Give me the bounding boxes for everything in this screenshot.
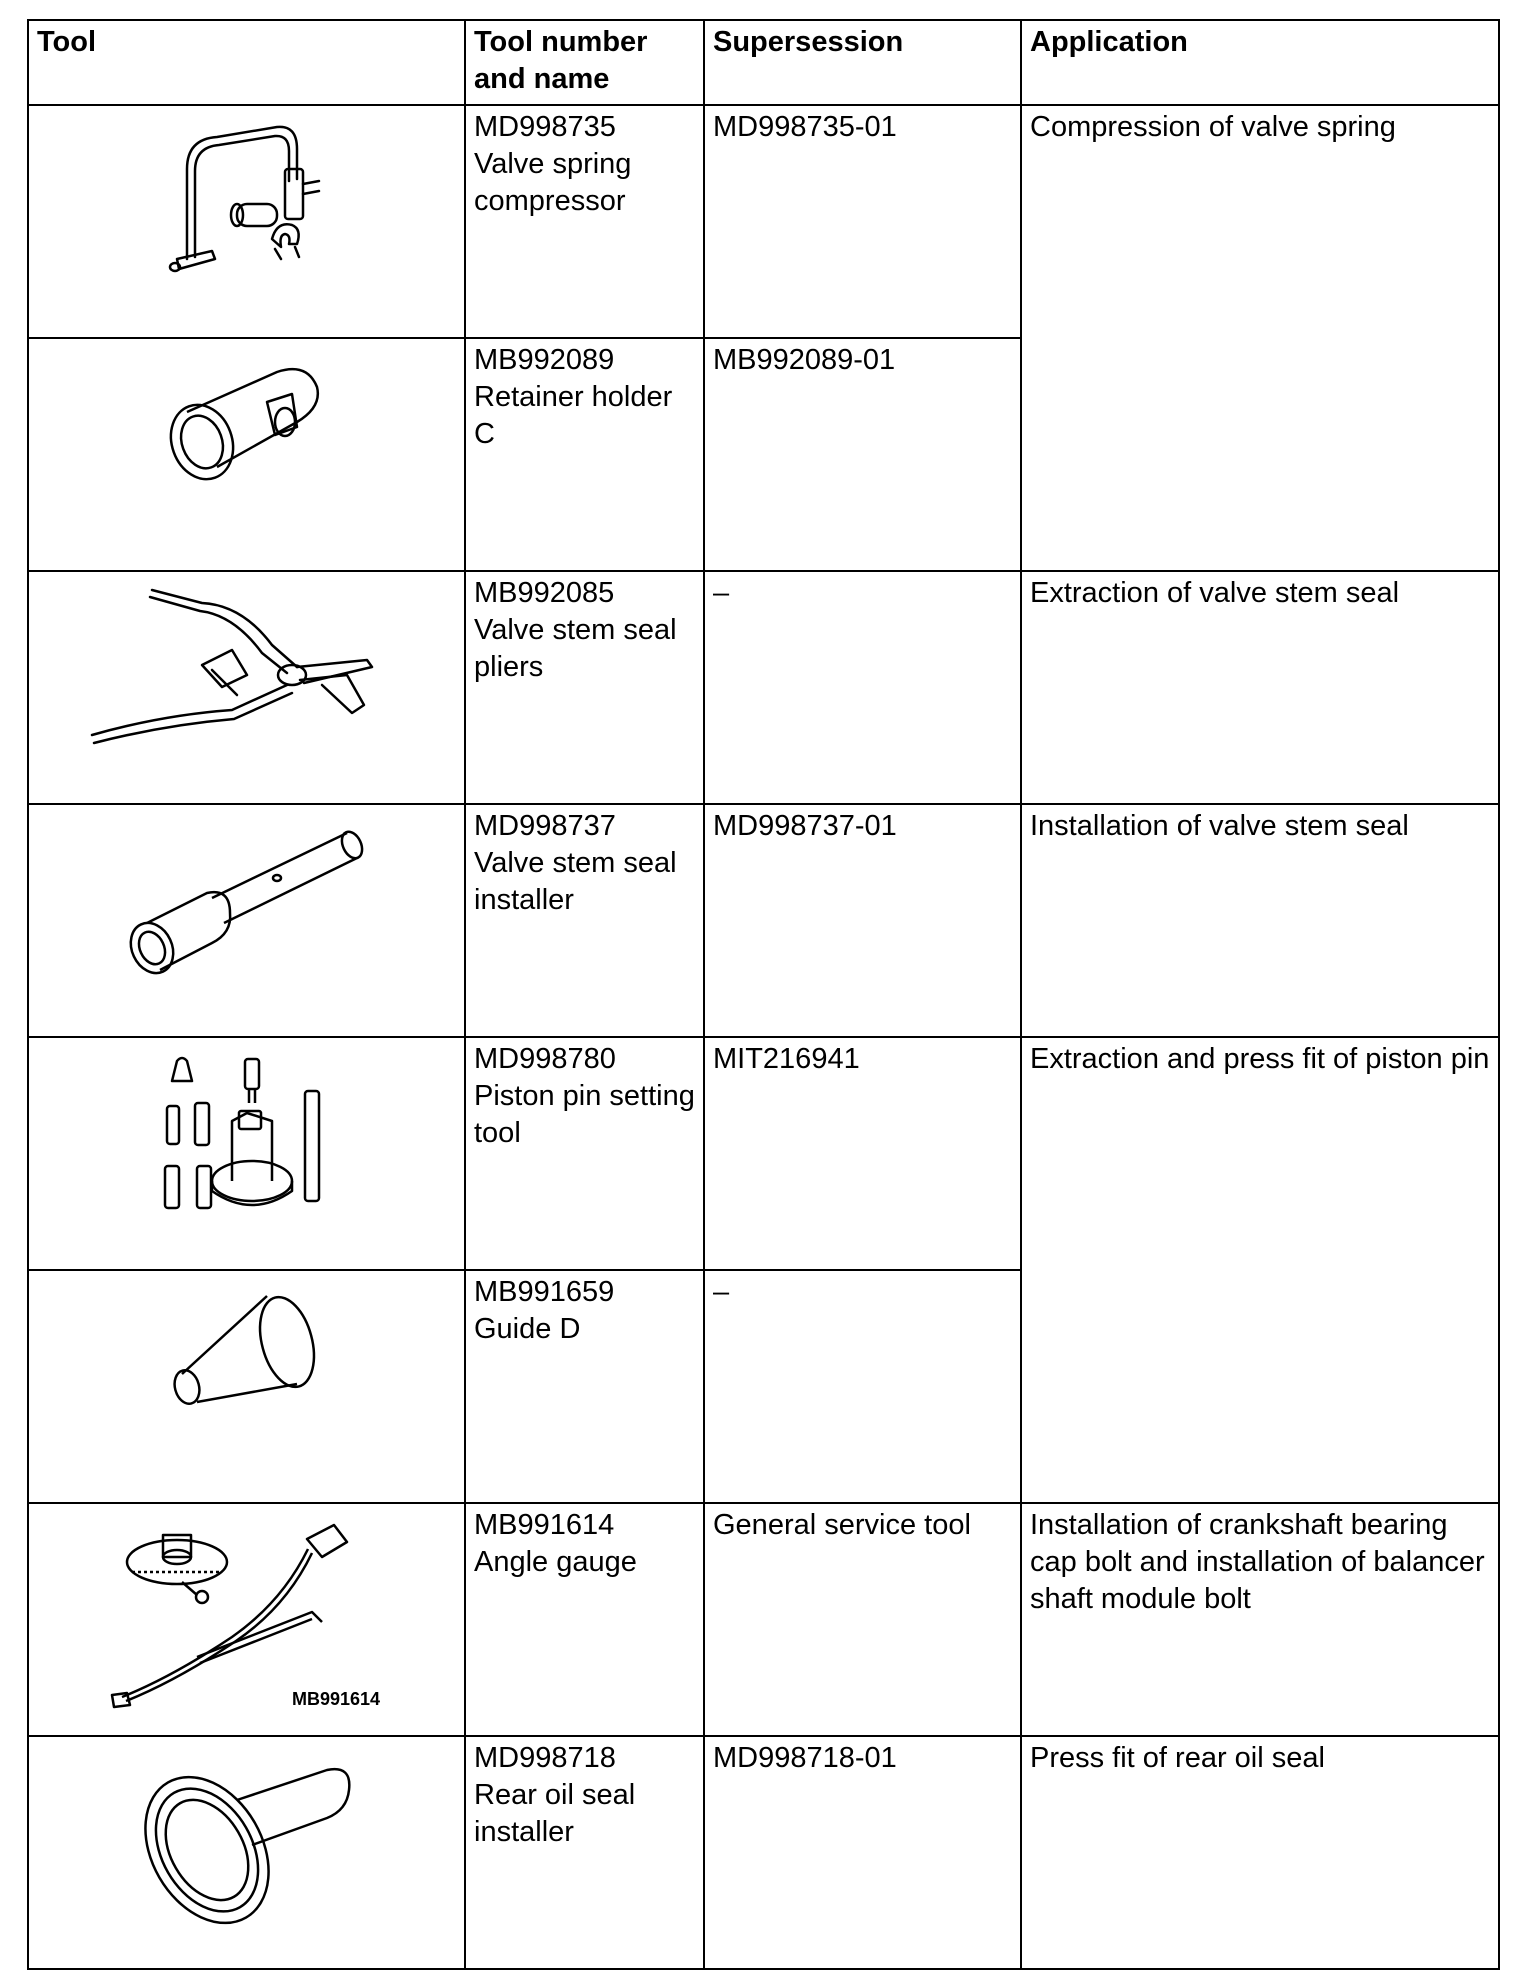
guide-d-icon bbox=[157, 1274, 337, 1424]
application-cell: Compression of valve spring bbox=[1021, 105, 1499, 571]
tool-image-cell bbox=[28, 1270, 465, 1503]
tool-image-cell bbox=[28, 1037, 465, 1270]
table-row bbox=[28, 105, 1499, 338]
tool-image-cell bbox=[28, 1736, 465, 1969]
tool-number: MD998780 bbox=[474, 1043, 616, 1075]
tool-image-cell bbox=[28, 571, 465, 804]
table-row bbox=[28, 1037, 1499, 1270]
tool-number: MD998718 bbox=[474, 1742, 616, 1774]
supersession-cell: MD998718-01 bbox=[704, 1736, 1021, 1969]
tool-name: Retainer holder C bbox=[474, 381, 673, 451]
tool-name: Valve stem seal pliers bbox=[474, 614, 677, 684]
application-cell: Press fit of rear oil seal bbox=[1021, 1736, 1499, 1969]
tool-number: MB992089 bbox=[474, 344, 615, 376]
supersession-cell: MB992089-01 bbox=[704, 338, 1021, 571]
application-cell: Installation of crankshaft bearing cap bolt and installation of balancer shaft module bolt bbox=[1021, 1503, 1499, 1736]
tool-image-cell bbox=[28, 1503, 465, 1736]
tool-image-cell bbox=[28, 105, 465, 338]
tool-number: MD998737 bbox=[474, 810, 616, 842]
tool-number-and-name-cell bbox=[465, 1270, 704, 1503]
tool-number-and-name-cell bbox=[465, 1736, 704, 1969]
tool-name: Valve stem seal installer bbox=[474, 847, 677, 917]
table-row bbox=[28, 804, 1499, 1037]
tool-name: Valve spring compressor bbox=[474, 148, 632, 218]
tool-name: Angle gauge bbox=[474, 1546, 637, 1579]
tool-number-and-name-cell bbox=[465, 338, 704, 571]
tool-number: MB991614 bbox=[474, 1509, 615, 1541]
supersession-cell: MIT216941 bbox=[704, 1037, 1021, 1270]
tool-name: Guide D bbox=[474, 1313, 581, 1346]
supersession-cell: MD998737-01 bbox=[704, 804, 1021, 1037]
application-cell: Extraction of valve stem seal bbox=[1021, 571, 1499, 804]
tool-number-and-name-cell bbox=[465, 804, 704, 1037]
valve-stem-seal-pliers-icon bbox=[82, 575, 412, 755]
tool-number-and-name-cell bbox=[465, 1037, 704, 1270]
special-tools-table bbox=[27, 19, 1500, 1970]
valve-stem-seal-installer-icon bbox=[112, 808, 382, 988]
tool-name: Rear oil seal installer bbox=[474, 1779, 636, 1849]
tool-number: MB992085 bbox=[474, 577, 615, 609]
retainer-holder-icon bbox=[157, 342, 337, 502]
application-cell: Extraction and press fit of piston pin bbox=[1021, 1037, 1499, 1503]
supersession-cell: – bbox=[704, 571, 1021, 804]
image-label: MB991614 bbox=[291, 1689, 380, 1709]
tool-number: MB991659 bbox=[474, 1276, 615, 1308]
tool-number-and-name-cell bbox=[465, 571, 704, 804]
supersession-cell: General service tool bbox=[704, 1503, 1021, 1736]
tool-name: Piston pin setting tool bbox=[474, 1080, 695, 1150]
application-cell: Installation of valve stem seal bbox=[1021, 804, 1499, 1037]
table-row bbox=[28, 1503, 1499, 1736]
angle-gauge-icon bbox=[82, 1507, 412, 1717]
tool-number-and-name-cell bbox=[465, 1503, 704, 1736]
valve-spring-compressor-icon bbox=[157, 109, 337, 289]
tool-number-and-name-cell bbox=[465, 105, 704, 338]
header-tool-number-and-name: Tool number and name bbox=[465, 20, 704, 105]
header-tool: Tool bbox=[28, 20, 465, 105]
header-supersession: Supersession bbox=[704, 20, 1021, 105]
supersession-cell: MD998735-01 bbox=[704, 105, 1021, 338]
header-application: Application bbox=[1021, 20, 1499, 105]
table-row bbox=[28, 1736, 1499, 1969]
supersession-cell: – bbox=[704, 1270, 1021, 1503]
tool-image-cell bbox=[28, 804, 465, 1037]
tool-image-cell bbox=[28, 338, 465, 571]
tool-number: MD998735 bbox=[474, 111, 616, 143]
table-row bbox=[28, 571, 1499, 804]
table-header-row bbox=[28, 20, 1499, 105]
rear-oil-seal-installer-icon bbox=[127, 1740, 367, 1940]
piston-pin-setting-tool-icon bbox=[147, 1041, 347, 1221]
